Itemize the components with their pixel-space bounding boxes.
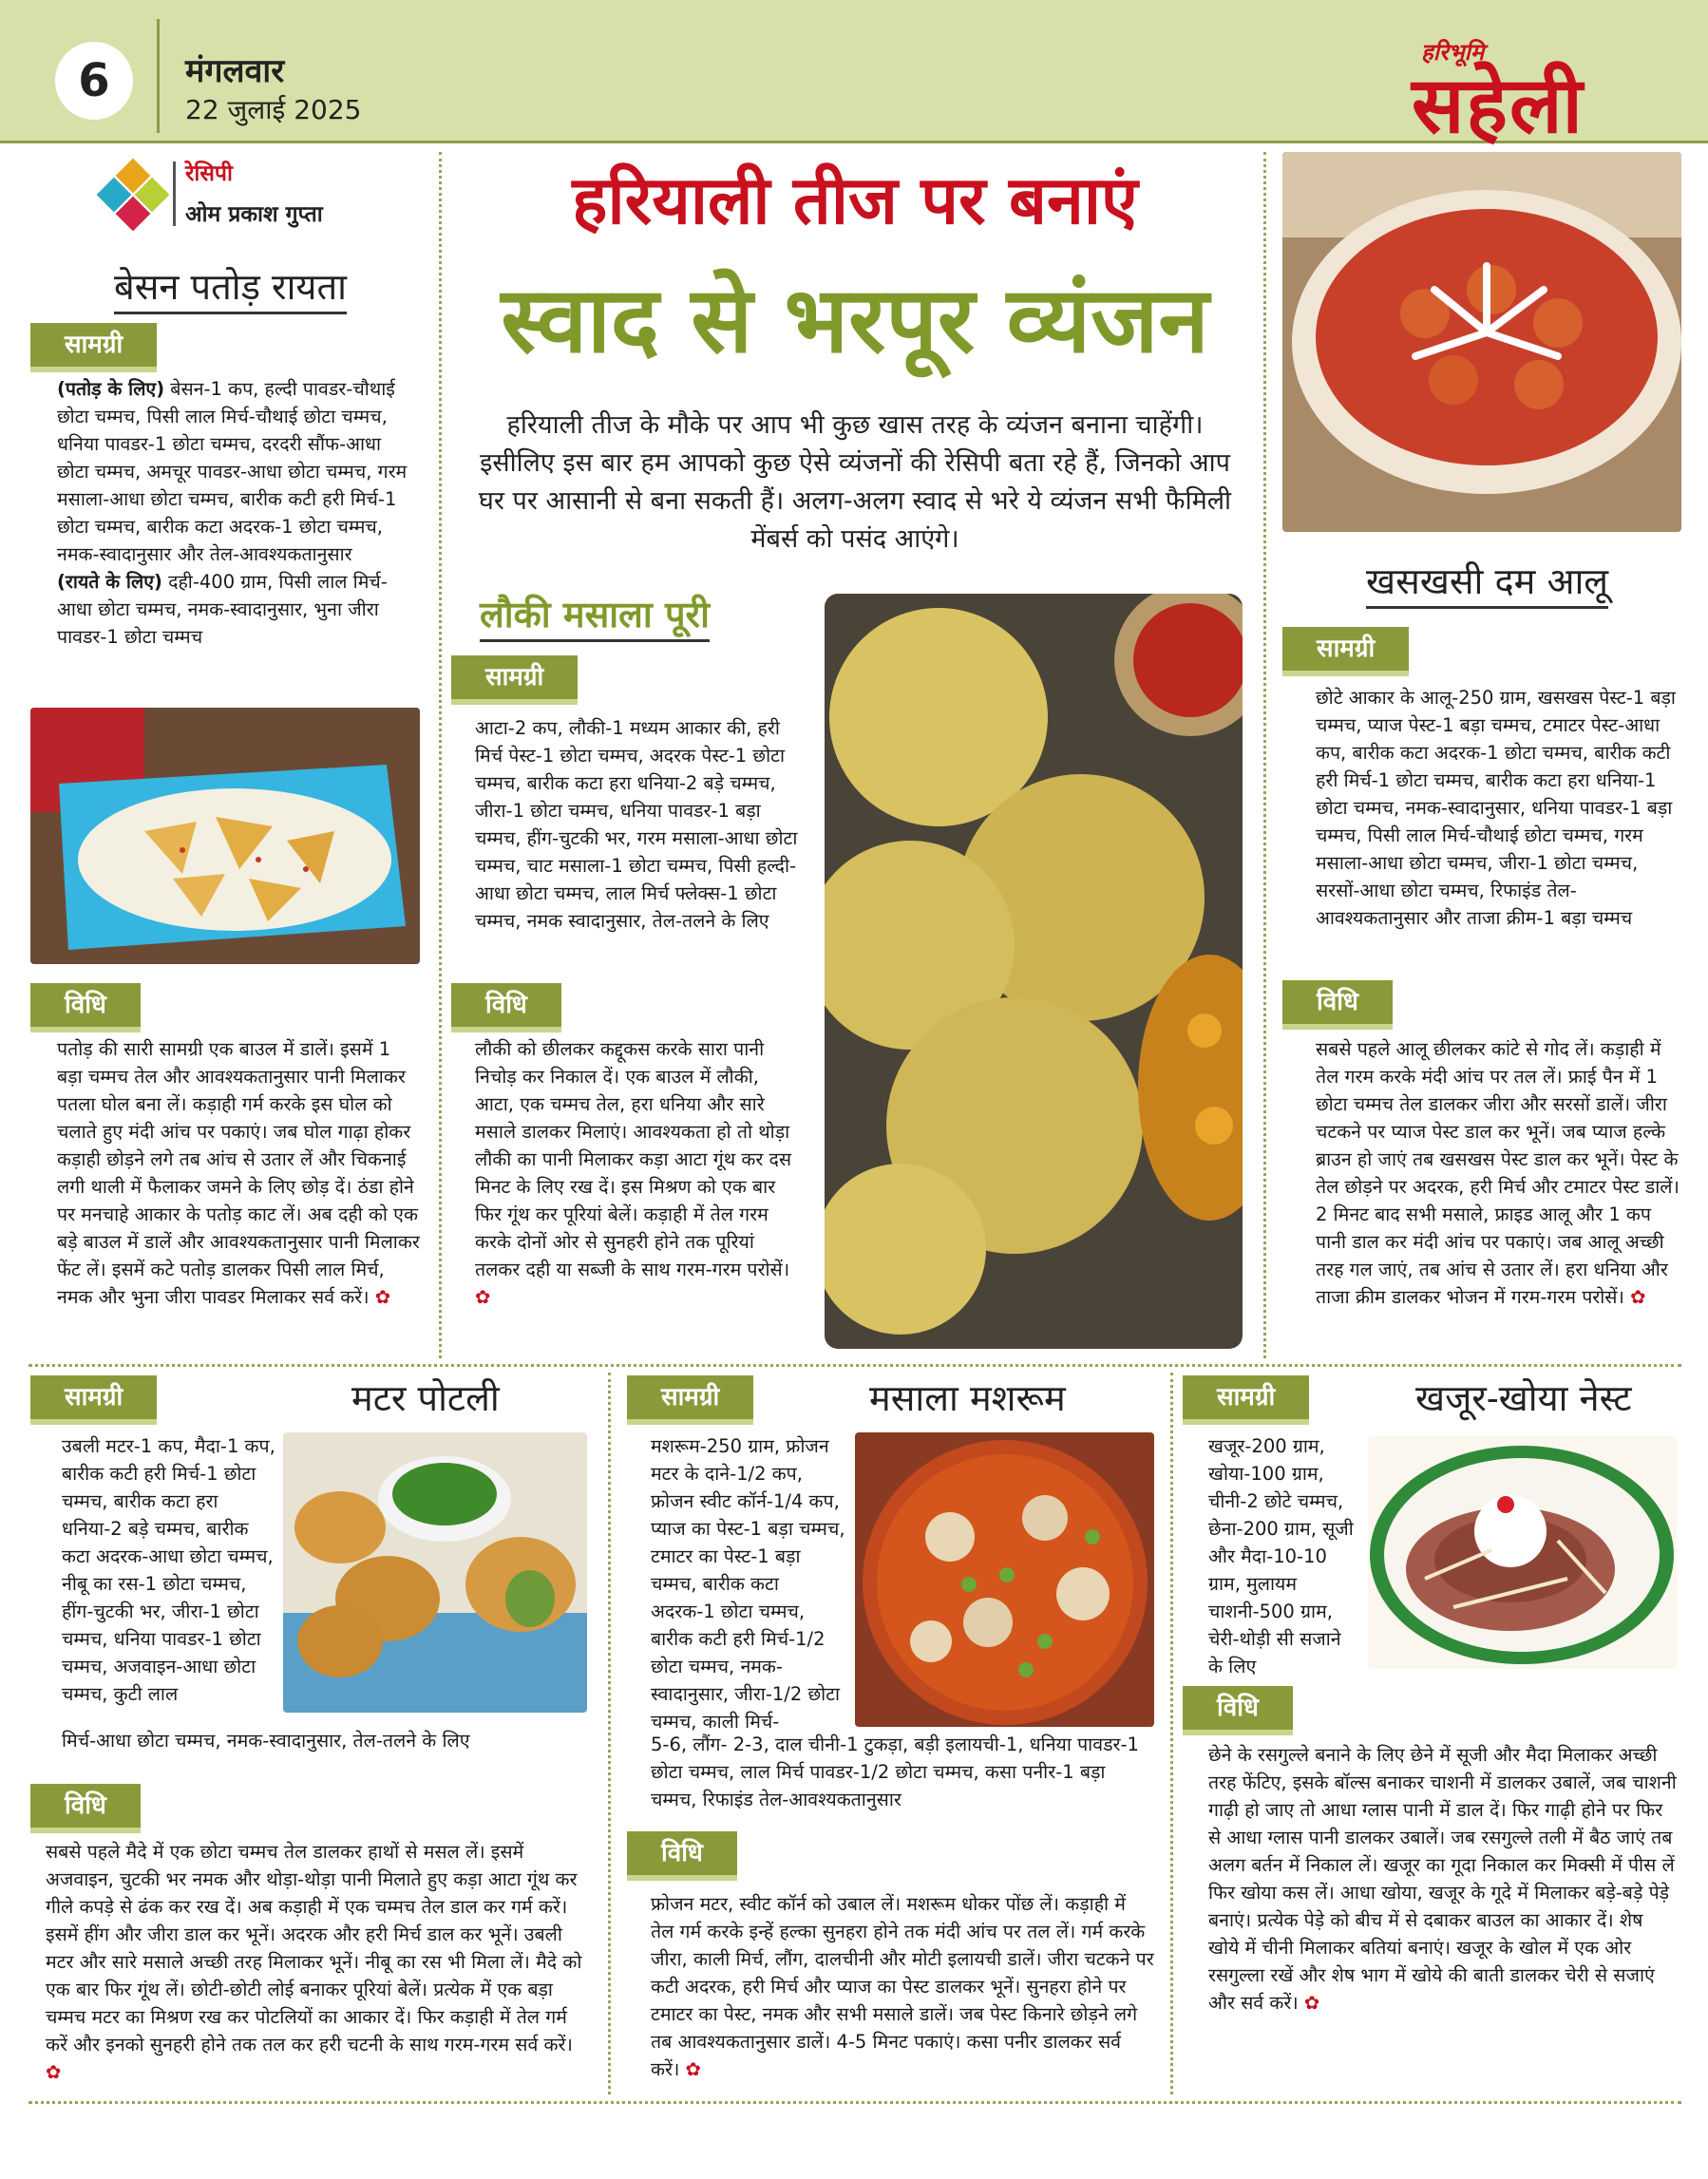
- khajur-method: [1208, 1741, 1679, 2017]
- recipe-logo: [90, 160, 176, 245]
- khajur-nest-photo: [1368, 1436, 1677, 1669]
- method-label: विधि: [30, 983, 141, 1027]
- end-mark-icon: ✿: [685, 2058, 701, 2080]
- method-text: लौकी को छीलकर कद्दूकस करके सारा पानी निचोड़ कर निकाल दें। एक बाउल में लौकी, आटा, एक चम्मच तेल, हरा धनिया और सारे मसाले डालकर मिलाएं। आवश्यकता हो तो थोड़ा लौकी का पानी मिलाकर कड़ा आटा गूंथ कर दस मिनट के लिए रख दें। इस मिश्रण को एक बार फिर गूंथ कर पूरियां बेलें। कड़ाही में तेल गरम करके दोनों ओर से सुनहरी होने तक पूरियां तलकर दही या सब्जी के साथ गरम-गरम परोसें।: [475, 1038, 792, 1280]
- header-day: मंगलवार: [185, 52, 285, 90]
- nest-illustration: [1368, 1436, 1677, 1669]
- aloo-method: [1316, 1035, 1681, 1311]
- matar-ingredients-tail: मिर्च-आधा छोटा चम्मच, नमक-स्वादानुसार, तेल-तलने के लिए: [62, 1730, 470, 1752]
- column-separator: [608, 1373, 611, 2094]
- dish-title-text: बेसन पतोड़ रायता: [114, 266, 347, 314]
- ingredients-label: सामग्री: [1282, 627, 1409, 671]
- besan-method: [57, 1035, 420, 1311]
- ingredients-label: सामग्री: [451, 655, 578, 699]
- dish-title-text: लौकी मसाला पूरी: [480, 593, 710, 642]
- khajur-ingredients: खजूर-200 ग्राम, खोया-100 ग्राम, चीनी-2 छोटे चम्मच, छेना-200 ग्राम, सूजी और मैदा-10-10 ग्राम, मुलायम चाशनी-500 ग्राम, चेरी-थोड़ी सी सजाने के लिए: [1208, 1435, 1354, 1677]
- besan-raita-photo: [30, 708, 420, 964]
- method-label: विधि: [1282, 980, 1393, 1024]
- raita-illustration: [30, 708, 420, 964]
- matar-ingredients: उबली मटर-1 कप, मैदा-1 कप, बारीक कटी हरी मिर्च-1 छोटा चम्मच, बारीक कटा हरा धनिया-2 बड़े चम्मच, बारीक कटा अदरक-आधा छोटा चम्मच, नीबू का रस-1 छोटा चम्मच, हींग-चुटकी भर, जीरा-1 छोटा चम्मच, धनिया पावडर-1 छोटा चम्मच, अजवाइन-आधा छोटा चम्मच, कुटी लाल: [62, 1435, 275, 1705]
- poori-illustration: [825, 594, 1243, 1349]
- brand-logo: सहेली: [1412, 60, 1585, 151]
- page-number: 6: [55, 42, 133, 120]
- brand-small: हरिभूमि: [1421, 39, 1485, 66]
- mushroom-ingredients-tail: 5-6, लौंग- 2-3, दाल चीनी-1 टुकड़ा, बड़ी इलायची-1, धनिया पावडर-1 छोटा चम्मच, लाल मिर्च पावडर-1/2 छोटा चम्मच, कसा पनीर-1 बड़ा चम्मच, रिफाइंड तेल-आवश्यकतानुसार: [651, 1734, 1139, 1810]
- main-title-line1: हरियाली तीज पर बनाएं: [572, 161, 1138, 239]
- method-label: विधि: [30, 1784, 141, 1828]
- method-label: विधि: [627, 1831, 737, 1875]
- row-separator: [28, 2101, 1681, 2104]
- dish-title-text: खसखसी दम आलू: [1366, 560, 1608, 609]
- mushroom-ingredients: मशरूम-250 ग्राम, फ्रोजन मटर के दाने-1/2 कप, फ्रोजन स्वीट कॉर्न-1/4 कप, प्याज का पेस्ट-1 बड़ा चम्मच, टमाटर का पेस्ट-1 बड़ा चम्मच, बारीक कटा अदरक-1 छोटा चम्मच, बारीक कटी हरी मिर्च-1/2 छोटा चम्मच, नमक-स्वादानुसार, जीरा-1/2 छोटा चम्मच, काली मिर्च-: [651, 1435, 845, 1733]
- column-separator: [439, 152, 442, 1358]
- matar-potli-photo: [283, 1432, 587, 1713]
- lauki-poori-photo: [825, 594, 1243, 1349]
- ingredients-text: बेसन-1 कप, हल्दी पावडर-चौथाई छोटा चम्मच, पिसी लाल मिर्च-चौथाई छोटा चम्मच, धनिया पावडर-1 छोटा चम्मच, दरदरी सौंफ-आधा छोटा चम्मच, अमचूर पावडर-आधा छोटा चम्मच, गरम मसाला-आधा छोटा चम्मच, बारीक कटी हरी मिर्च-1 छोटा चम्मच, बारीक कटा अदरक-1 छोटा चम्मच, नमक-स्वादानुसार और तेल-आवश्यकतानुसार: [57, 378, 408, 565]
- header-divider: [157, 19, 160, 133]
- ingredients-label: सामग्री: [30, 323, 157, 367]
- ingredients-text: दही-400 ग्राम, पिसी लाल मिर्च-आधा छोटा चम्मच, नमक-स्वादानुसार, भुना जीरा पावडर-1 छोटा चम्मच: [57, 571, 388, 648]
- column-separator: [1170, 1373, 1173, 2094]
- dish-title-matar: मटर पोटली: [351, 1377, 500, 1419]
- dish-title-khajur: खजूर-खोया नेस्ट: [1415, 1377, 1632, 1419]
- aloo-illustration: [1282, 152, 1681, 532]
- end-mark-icon: ✿: [1303, 1992, 1320, 2014]
- mushroom-illustration: [855, 1432, 1154, 1727]
- row-separator: [28, 1364, 1681, 1367]
- method-text: सबसे पहले मैदे में एक छोटा चम्मच तेल डालकर हाथों से मसल लें। इसमें अजवाइन, चुटकी भर नमक और थोड़ा-थोड़ा पानी मिलाते हुए कड़ा आटा गूंथ कर गीले कपड़े से ढंक कर रख दें। अब कड़ाही में एक चम्मच तेल डाल कर गर्म करें। इसमें हींग और जीरा डाल कर भूनें। अदरक और हरी मिर्च डाल कर भूनें। उबली मटर और सारे मसाले अच्छी तरह मिलाकर भूनें। नीबू का रस भी मिला लें। मैदे को एक बार फिर गूंथ लें। छोटी-छोटी लोई बनाकर पूरियां बेलें। प्रत्येक में एक बड़ा चम्मच मटर का मिश्रण रख कर पोटलियों का आकार दें। फिर कड़ाही में तेल गर्म करें और इनको सुनहरी होने तक तल कर हरी चटनी के साथ गरम-गरम सर्व करें।: [46, 1841, 582, 2056]
- method-text: पतोड़ की सारी सामग्री एक बाउल में डालें। इसमें 1 बड़ा चम्मच तेल और आवश्यकतानुसार पानी मिलाकर पतला घोल बना लें। कड़ाही गर्म करके इस घोल को चलाते हुए मंदी आंच पर पकाएं। जब घोल गाढ़ा होकर कड़ाही छोड़ने लगे तब आंच से उतार लें और चिकनाई लगी थाली में फैलाकर जमने के लिए छोड़ दें। ठंडा होने पर मनचाहे आकार के पतोड़ काट लें। अब दही को एक बड़े बाउल में डालें और आवश्यकतानुसार पानी मिलाकर फेंट लें। इसमें कटे पतोड़ डालकर पिसी लाल मिर्च, नमक और भुना जीरा पावडर मिलाकर सर्व करें।: [57, 1038, 420, 1308]
- method-text: फ्रोजन मटर, स्वीट कॉर्न को उबाल लें। मशरूम धोकर पोंछ लें। कड़ाही में तेल गर्म करके इन्हें हल्का सुनहरा होने तक मंदी आंच पर तल लें। गर्म करके जीरा, काली मिर्च, लौंग, दालचीनी और मोटी इलायची डालें। जीरा चटकने पर कटी अदरक, हरी मिर्च और प्याज का पेस्ट डालकर भूनें। सुनहरा होने पर टमाटर का पेस्ट, नमक और सभी मसाले डालें। जब पेस्ट किनारे छोड़ने लगे तब आवश्यकतानुसार डालें। 4-5 मिनट पकाएं। कसा पनीर डालकर सर्व करें।: [651, 1893, 1154, 2080]
- header-date: 22 जुलाई 2025: [185, 94, 362, 125]
- dish-title-aloo: [1366, 556, 1608, 605]
- method-label: विधि: [451, 983, 561, 1027]
- aloo-ingredients: छोटे आकार के आलू-250 ग्राम, खसखस पेस्ट-1 बड़ा चम्मच, प्याज पेस्ट-1 बड़ा चम्मच, टमाटर पेस्ट-आधा कप, बारीक कटा अदरक-1 छोटा चम्मच, बारीक कटी हरी मिर्च-1 छोटा चम्मच, बारीक कटा हरा धनिया-1 छोटा चम्मच, नमक-स्वादानुसार, धनिया पावडर-1 बड़ा चम्मच, पिसी लाल मिर्च-चौथाई छोटा चम्मच, गरम मसाला-आधा छोटा चम्मच, जीरा-1 छोटा चम्मच, सरसों-आधा छोटा चम्मच, रिफाइंड तेल-आवश्यकतानुसार और ताजा क्रीम-1 बड़ा चम्मच: [1316, 687, 1676, 929]
- ingredients-label: सामग्री: [1183, 1375, 1309, 1419]
- method-text: सबसे पहले आलू छीलकर कांटे से गोद लें। कड़ाही में तेल गरम करके मंदी आंच पर तल लें। फ्राई पैन में 1 छोटा चम्मच तेल डालकर जीरा और सरसों डालें। जीरा चटकने पर प्याज पेस्ट डाल कर भूनें। जब प्याज हल्के ब्राउन हो जाएं तब खसखस पेस्ट डाल कर भूनें। पेस्ट के तेल छोड़ने पर अदरक, हरी मिर्च और टमाटर पेस्ट डालें। 2 मिनट बाद सभी मसाले, फ्राइड आलू और 1 कप पानी डाल कर मंदी आंच पर पकाएं। जब आलू अच्छी तरह गल जाएं, तब आंच से उतार लें। हरा धनिया और ताजा क्रीम डालकर भोजन में गरम-गरम परोसें।: [1316, 1038, 1680, 1308]
- end-mark-icon: ✿: [1630, 1286, 1646, 1308]
- method-label: विधि: [1183, 1686, 1293, 1730]
- end-mark-icon: ✿: [374, 1286, 391, 1308]
- matar-method: [46, 1838, 592, 2086]
- dish-title-mushroom: मसाला मशरूम: [869, 1377, 1066, 1419]
- method-text: छेने के रसगुल्ले बनाने के लिए छेने में सूजी और मैदा मिलाकर अच्छी तरह फेंटिए, इसके बॉल्स बनाकर चाशनी में डालकर उबालें, जब चाशनी गाढ़ी हो जाए तो आधा ग्लास पानी में डाल दें। फिर गाढ़ी होने पर फिर से आधा ग्लास पानी डालकर उबालें। जब रसगुल्ले तली में बैठ जाएं तब अलग बर्तन में निकाल लें। खजूर का गूदा निकाल कर मिक्सी में पीस लें फिर खोया कस लें। आधा खोया, खजूर के गूदे में मिलाकर बड़े-बड़े पेड़े बनाएं। प्रत्येक पेड़े को बीच में से दबाकर बाउल का आकार दें। शेष खोये में चीनी मिलाकर बतियां बनाएं। खजूर के खोल में एक ओर रसगुल्ला रखें और शेष भाग में खोये की बाती डालकर चेरी से सजाएं और सर्व करें।: [1208, 1744, 1677, 2014]
- column-separator: [1263, 152, 1266, 1358]
- byline-divider: [173, 161, 176, 226]
- ingredients-subhead: (पतोड़ के लिए): [57, 378, 165, 400]
- end-mark-icon: ✿: [46, 2061, 62, 2083]
- ingredients-label: सामग्री: [627, 1375, 753, 1419]
- byline-author: ओम प्रकाश गुप्ता: [185, 202, 323, 227]
- dum-aloo-photo: [1282, 152, 1681, 532]
- dish-title-besan: [114, 261, 347, 311]
- mushroom-method: [651, 1890, 1154, 2083]
- masala-mushroom-photo: [855, 1432, 1154, 1727]
- potli-illustration: [283, 1432, 587, 1713]
- lauki-method: [475, 1035, 803, 1311]
- besan-ingredients: [57, 375, 418, 651]
- ingredients-subhead: (रायते के लिए): [57, 571, 162, 593]
- intro-paragraph: हरियाली तीज के मौके पर आप भी कुछ खास तरह के व्यंजन बनाना चाहेंगी। इसीलिए इस बार हम आपको कुछ ऐसे व्यंजनों की रेसिपी बता रहे हैं, जिनको आप घर पर आसानी से बना सकती हैं। अलग-अलग स्वाद से भरे ये व्यंजन सभी फैमिली मेंबर्स को पसंद आएंगे।: [478, 410, 1232, 554]
- end-mark-icon: ✿: [475, 1286, 491, 1308]
- dish-title-lauki: [480, 589, 710, 638]
- byline-section: रेसिपी: [185, 161, 233, 186]
- ingredients-label: सामग्री: [30, 1375, 157, 1419]
- lauki-ingredients: आटा-2 कप, लौकी-1 मध्यम आकार की, हरी मिर्च पेस्ट-1 छोटा चम्मच, अदरक पेस्ट-1 छोटा चम्मच, बारीक कटा हरा धनिया-2 बड़े चम्मच, जीरा-1 छोटा चम्मच, धनिया पावडर-1 बड़ा चम्मच, हींग-चुटकी भर, गरम मसाला-आधा छोटा चम्मच, चाट मसाला-1 छोटा चम्मच, पिसी हल्दी-आधा छोटा चम्मच, लाल मिर्च फ्लेक्स-1 छोटा चम्मच, नमक स्वादानुसार, तेल-तलने के लिए: [475, 717, 798, 932]
- main-title-line2: स्वाद से भरपूर व्यंजन: [501, 266, 1209, 373]
